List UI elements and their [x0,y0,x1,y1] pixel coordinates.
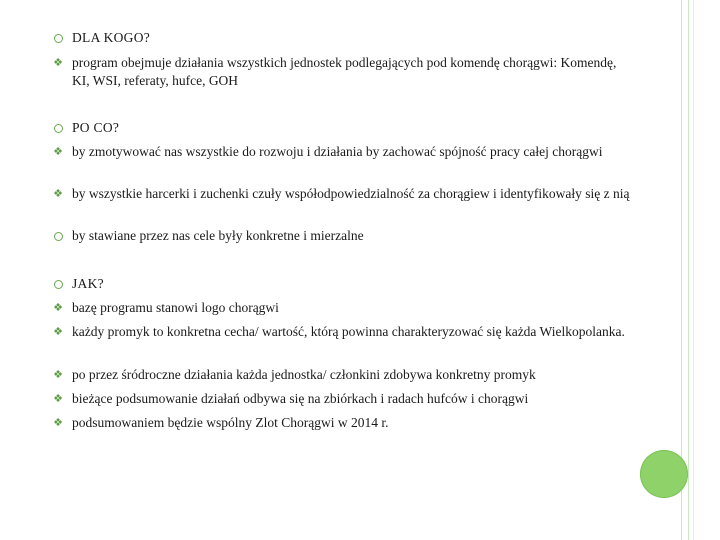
list-item: ❖ by wszystkie harcerki i zuchenki czuły współodpowiedzialność za chorągiew i identyfikowały się z nią [53,186,630,201]
section-heading: JAK? [52,275,632,293]
diamond-bullet-icon: ❖ [53,188,63,200]
circle-bullet-icon [52,230,64,242]
circle-bullet-icon [52,278,64,290]
diamond-bullet-icon: ❖ [53,393,63,405]
decorative-rule [688,0,689,540]
section-heading: PO CO? [52,119,632,137]
diamond-bullet-icon: ❖ [53,57,63,69]
decorative-circle [640,450,688,498]
list-item: ❖ każdy promyk to konkretna cecha/ wartość, którą powinna charakteryzować się każda Wielkopolanka. [53,324,625,339]
decorative-rule [693,0,694,540]
list-item: ❖ by zmotywować nas wszystkie do rozwoju i działania by zachować spójność pracy całej chorągwi [53,144,603,159]
circle-bullet-icon [52,32,64,44]
list-item: ❖ bieżące podsumowanie działań odbywa się na zbiórkach i radach hufców i chorągwi [53,391,529,406]
diamond-bullet-icon: ❖ [53,326,63,338]
circle-bullet-icon [52,122,64,134]
list-item: ❖ po przez śródroczne działania każda jednostka/ członkini zdobywa konkretny promyk [53,367,536,382]
diamond-bullet-icon: ❖ [53,417,63,429]
diamond-bullet-icon: ❖ [53,302,63,314]
list-item: ❖ podsumowaniem będzie wspólny Zlot Chorągwi w 2014 r. [53,415,389,430]
diamond-bullet-icon: ❖ [53,146,63,158]
diamond-bullet-icon: ❖ [53,369,63,381]
section-heading: DLA KOGO? [52,29,632,47]
list-item: ❖ program obejmuje działania wszystkich jednostek podlegających pod komendę chorągwi: Komendę, KI, WSI, referaty, hufce, GOH [53,55,617,88]
list-item: ❖ bazę programu stanowi logo chorągwi [53,300,279,315]
list-item: by stawiane przez nas cele były konkretne i mierzalne [52,227,632,245]
